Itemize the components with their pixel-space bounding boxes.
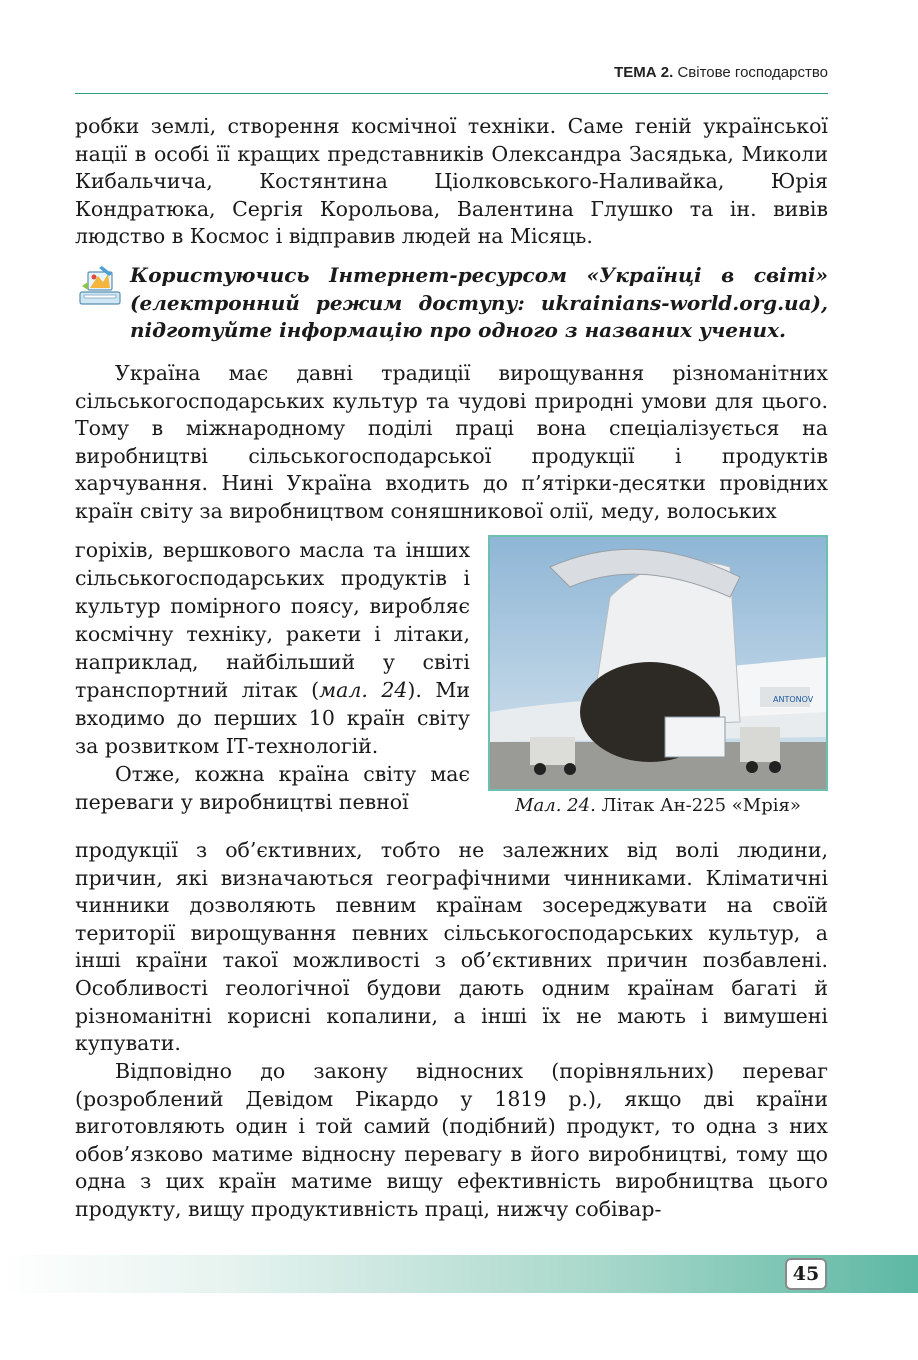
topic-label: ТЕМА 2. bbox=[614, 64, 674, 81]
running-header bbox=[614, 64, 828, 81]
ukraine-text: Україна має давні традиції вирощування різноманітних сільськогосподарських культур та чудові природні умови для цього. Тому в міжнародному поділі праці вона спеціалізується на виробництві сільськогосподарської продукції і продуктів харчування. Нині Україна входить до п’ятірки-десятки провідних країн світу за виробництвом соняшникової олії, меду, волоських bbox=[75, 361, 828, 523]
header-rule bbox=[75, 93, 828, 94]
svg-text:ANTONOV: ANTONOV bbox=[773, 695, 814, 704]
figure-caption bbox=[488, 795, 828, 816]
computer-task-icon bbox=[76, 262, 124, 310]
advantages-paragraph bbox=[75, 837, 828, 1058]
ricardo-text: Відповідно до закону відносних (порівняльних) переваг (розроблений Девідом Рікардо у 1819 р.), якщо дві країни виготовляють один і той самий (подібний) продукт, то одна з них обов’язково матиме відносну перевагу в його виробництві, тому що одна з цих країн матиме вищу ефективність виробництва цього продукту, вищу продуктивність праці, нижчу собівар- bbox=[75, 1059, 828, 1221]
task-text: Користуючись Інтернет-ресурсом «Українці в світі» (електронний режим доступу: ukrainians-world.org.ua), підготуйте інформацію про одного з названих учених. bbox=[130, 263, 828, 343]
intro-paragraph bbox=[75, 113, 828, 251]
ukraine-continuation bbox=[75, 536, 470, 760]
advantages-text: продукції з об’єктивних, тобто не залежних від волі людини, причин, які визначаються географічними чинниками. Кліматичні чинники дозволяють певним країнам зосереджувати на своїй території вирощування певних сільськогосподарських культур, а інші країни такої можливості з об’єктивних причин позбавлені. Особливості геологічної будови дають одним країнам багаті й різноманітні корисні копалини, а інші їх не мають і вимушені купувати. bbox=[75, 838, 828, 1056]
ukraine-continuation-end: ). Ми входимо до перших 10 країн світу за розвитком ІТ-технологій. bbox=[75, 678, 471, 758]
figure-caption-text: Літак Ан-225 «Мрія» bbox=[601, 795, 801, 816]
advantages-start: Отже, кожна країна світу має переваги у виробництві певної bbox=[75, 762, 470, 814]
ricardo-paragraph bbox=[75, 1058, 828, 1224]
footer-band bbox=[0, 1255, 918, 1293]
figure-reference: мал. 24 bbox=[319, 678, 408, 702]
wrapped-text-column bbox=[75, 536, 470, 816]
figure-photo-an225 bbox=[488, 535, 828, 791]
topic-title: Світове господарство bbox=[677, 64, 828, 81]
intro-text: робки землі, створення космічної техніки. Саме геній української нації в особі її кращих представників Олександра Засядька, Миколи Кибальчича, Костянтина Ціолковського-Наливайка, Юрія Кондратюка, Сергія Корольова, Валентина Глушко та ін. вивів людство в Космос і відправив людей на Місяць. bbox=[75, 114, 828, 249]
ukraine-paragraph bbox=[75, 360, 828, 526]
page-number: 45 bbox=[785, 1258, 827, 1290]
ukraine-continuation-start: горіхів, вершкового масла та інших сільськогосподарських продуктів і культур помірного поясу, виробляє космічну техніку, ракети і літаки, наприклад, найбільший у світі транспортний літак ( bbox=[75, 538, 470, 702]
figure-caption-number: Мал. 24. bbox=[515, 795, 596, 816]
